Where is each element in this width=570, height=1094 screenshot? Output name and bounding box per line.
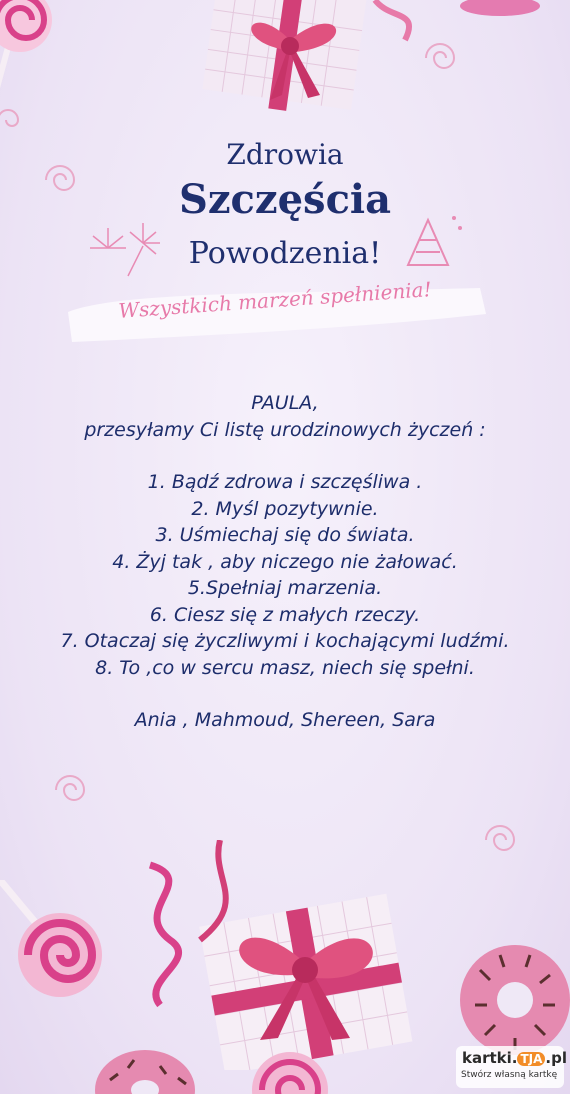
title-health: Zdrowia [226,138,344,171]
donut-bottom-left-illustration [90,1040,200,1094]
wish-item: 2. Myśl pozytywnie. [191,497,379,520]
message-intro: przesyłamy Ci listę urodzinowych życzeń : [84,418,486,441]
site-logo[interactable]: kartki. TJA .pl [462,1049,567,1067]
banner-wish: Wszystkich marzeń spełnienia! [117,277,433,323]
swirl-mid-right-icon [480,820,520,860]
wish-item: 4. Żyj tak , aby niczego nie żałować. [112,550,458,573]
spacer [0,443,570,469]
gift-box-bottom-illustration [190,840,420,1070]
swirl-right-icon [420,38,460,78]
wish-item: 1. Bądź zdrowa i szczęśliwa . [147,471,423,493]
site-tagline: Stwórz własną kartkę [461,1070,558,1080]
recipient-name: PAULA, [251,392,319,414]
wish-item: 6. Ciesz się z małych rzeczy. [149,603,421,626]
message-block [0,390,570,734]
swirl-small-left-icon [0,100,30,140]
gift-box-top-illustration [190,0,430,120]
spacer [0,681,570,707]
wish-item: 5.Spełniaj marzenia. [187,577,383,599]
wish-item: 3. Uśmiechaj się do świata. [155,524,415,546]
curled-ribbon-illustration [120,860,210,1010]
wish-item: 8. To ,co w sercu masz, niech się spełni. [95,656,475,679]
logo-mark: TJA [517,1052,545,1066]
title-happiness: Szczęścia [178,176,392,223]
wish-item: 7. Otaczaj się życzliwymi i kochającymi ludźmi. [60,630,510,652]
swirl-mid-left-icon [50,770,90,810]
lollipop-top-left-illustration [0,0,70,100]
lollipop-bottom-center-illustration [250,1040,330,1094]
title-success: Powodzenia! [188,236,382,271]
signature: Ania , Mahmoud, Shereen, Sara [134,709,436,731]
lollipop-bottom-left-illustration [0,880,120,1010]
site-badge[interactable] [456,1046,567,1088]
